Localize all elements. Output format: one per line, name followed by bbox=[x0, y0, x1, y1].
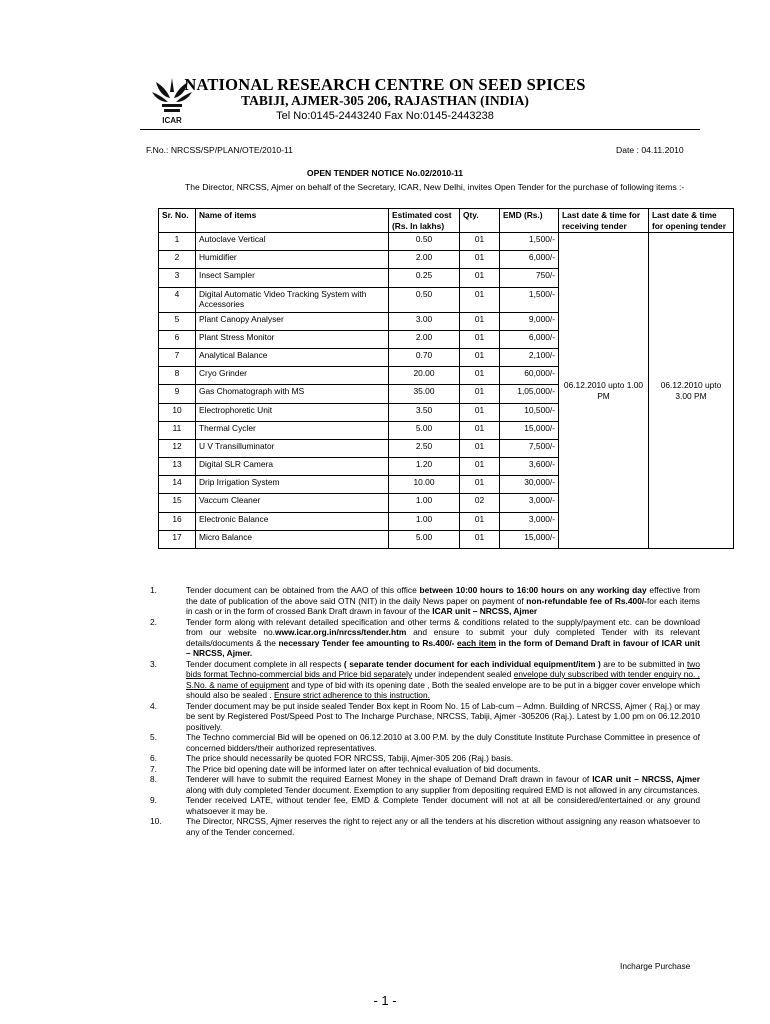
cell-cost: 20.00 bbox=[389, 367, 460, 385]
term-text bbox=[186, 816, 700, 837]
term-text bbox=[186, 617, 700, 659]
term-text bbox=[186, 659, 700, 701]
term-text bbox=[186, 701, 700, 733]
cell-name: Electrophoretic Unit bbox=[196, 403, 389, 421]
term-text-segment: Tender document may be put inside sealed Tender Box kept in Room No. 15 of Lab-cum – Admn. Building of NRCSS, Ajmer ( Raj.) or may be sent by Registered Post/Speed Post to The Incharge Purchase, NRCSS, Tabiji, Ajmer -305206 (Raj.). Latest by 1.00 pm on 06.12.2010 positively. bbox=[186, 700, 700, 732]
cell-name: Drip Irrigation System bbox=[196, 476, 389, 494]
term-number: 1. bbox=[150, 585, 157, 595]
notice-date: Date : 04.11.2010 bbox=[616, 145, 684, 155]
cell-cost: 0.50 bbox=[389, 287, 460, 312]
cell-name: Vaccum Cleaner bbox=[196, 494, 389, 512]
cell-emd: 10,500/- bbox=[500, 403, 559, 421]
cell-qty: 01 bbox=[460, 251, 500, 269]
notice-title: OPEN TENDER NOTICE No.02/2010-11 bbox=[306, 168, 464, 178]
term-text-segment: The price should necessarily be quoted FOR NRCSS, Tabiji, Ajmer-305 206 (Raj.) basis. bbox=[186, 753, 514, 763]
cell-emd: 1,500/- bbox=[500, 233, 559, 251]
header-emd: EMD (Rs.) bbox=[500, 209, 559, 233]
cell-name: Digital Automatic Video Tracking System with Accessories bbox=[196, 287, 389, 312]
table-row bbox=[159, 233, 734, 251]
org-address: TABIJI, AJMER-305 206, RAJASTHAN (INDIA) bbox=[241, 93, 529, 108]
cell-name: Plant Stress Monitor bbox=[196, 330, 389, 348]
cell-qty: 01 bbox=[460, 421, 500, 439]
signatory: Incharge Purchase bbox=[620, 961, 691, 971]
term-number: 8. bbox=[150, 774, 157, 784]
term-text-segment: non-refundable fee of Rs.400/- bbox=[526, 595, 647, 606]
svg-text:ICAR: ICAR bbox=[162, 116, 182, 125]
term-number: 10. bbox=[150, 816, 162, 826]
cell-emd: 15,000/- bbox=[500, 421, 559, 439]
org-name: NATIONAL RESEARCH CENTRE ON SEED SPICES bbox=[184, 75, 586, 94]
cell-qty: 01 bbox=[460, 233, 500, 251]
term-item bbox=[150, 816, 700, 837]
cell-sr: 5 bbox=[159, 312, 196, 330]
term-text-segment: in the form of Demand Draft in favour of ICAR unit – NRCSS, Ajmer. bbox=[186, 637, 701, 658]
cell-emd: 1,05,000/- bbox=[500, 385, 559, 403]
term-item bbox=[150, 764, 700, 775]
cell-emd: 3,000/- bbox=[500, 494, 559, 512]
term-number: 9. bbox=[150, 795, 157, 805]
cell-emd: 30,000/- bbox=[500, 476, 559, 494]
header-sr: Sr. No. bbox=[159, 209, 196, 233]
term-number: 7. bbox=[150, 763, 157, 774]
cell-qty: 01 bbox=[460, 348, 500, 366]
cell-emd: 2,100/- bbox=[500, 348, 559, 366]
cell-name: U V Transilluminator bbox=[196, 439, 389, 457]
items-table bbox=[158, 208, 734, 549]
header-divider bbox=[140, 129, 700, 130]
cell-sr: 17 bbox=[159, 530, 196, 548]
cell-sr: 9 bbox=[159, 385, 196, 403]
cell-cost: 10.00 bbox=[389, 476, 460, 494]
intro-paragraph bbox=[140, 182, 700, 193]
term-item bbox=[150, 617, 700, 659]
cell-qty: 01 bbox=[460, 530, 500, 548]
term-text bbox=[186, 795, 700, 816]
cell-qty: 02 bbox=[460, 494, 500, 512]
cell-sr: 14 bbox=[159, 476, 196, 494]
term-item bbox=[150, 795, 700, 816]
term-text bbox=[186, 753, 700, 764]
term-item bbox=[150, 659, 700, 701]
term-text bbox=[186, 774, 700, 795]
cell-qty: 01 bbox=[460, 312, 500, 330]
cell-sr: 15 bbox=[159, 494, 196, 512]
terms-list bbox=[150, 585, 700, 837]
term-text-segment: Ensure strict adherence to this instruction. bbox=[274, 690, 430, 700]
term-text-segment: for each items in cash or in the form of crossed Bank Draft drawn in favour of the bbox=[186, 595, 700, 616]
cell-cost: 1.00 bbox=[389, 512, 460, 530]
cell-emd: 3,600/- bbox=[500, 458, 559, 476]
term-text-segment: between 10:00 hours to 16:00 hours on any working day bbox=[419, 585, 647, 595]
cell-sr: 2 bbox=[159, 251, 196, 269]
page-number: - 1 - bbox=[373, 993, 397, 1008]
term-item bbox=[150, 753, 700, 764]
term-text-segment: Tender document complete in all respects bbox=[186, 658, 344, 669]
cell-emd: 3,000/- bbox=[500, 512, 559, 530]
term-text bbox=[186, 732, 700, 753]
cell-qty: 01 bbox=[460, 458, 500, 476]
term-text-segment: ICAR unit – NRCSS, Ajmer bbox=[432, 606, 538, 616]
term-text-segment: www.icar.org.in/nrcss/tender.htm bbox=[274, 627, 407, 637]
cell-cost: 0.70 bbox=[389, 348, 460, 366]
cell-sr: 6 bbox=[159, 330, 196, 348]
cell-qty: 01 bbox=[460, 476, 500, 494]
cell-cost: 2.00 bbox=[389, 330, 460, 348]
cell-qty: 01 bbox=[460, 269, 500, 287]
cell-sr: 3 bbox=[159, 269, 196, 287]
cell-emd: 60,000/- bbox=[500, 367, 559, 385]
cell-name: Analytical Balance bbox=[196, 348, 389, 366]
term-text-segment: The Director, NRCSS, Ajmer reserves the right to reject any or all the tenders at his discretion without assigning any reason whatsoever to any of the Tender concerned. bbox=[186, 816, 700, 837]
cell-qty: 01 bbox=[460, 367, 500, 385]
cell-last-receiving: 06.12.2010 upto 1.00 PM bbox=[559, 233, 649, 549]
cell-emd: 1,500/- bbox=[500, 287, 559, 312]
term-text-segment: ICAR unit – NRCSS, Ajmer bbox=[592, 774, 700, 784]
items-table-body bbox=[159, 233, 734, 549]
cell-cost: 1.20 bbox=[389, 458, 460, 476]
term-text-segment: envelope duly subscribed with tender enquiry no. , S.No. & name of equipment bbox=[186, 669, 701, 690]
cell-name: Gas Chomatograph with MS bbox=[196, 385, 389, 403]
header-last-receiving: Last date & time for receiving tender bbox=[559, 209, 649, 233]
term-number: 6. bbox=[150, 753, 157, 763]
header-name: Name of items bbox=[196, 209, 389, 233]
term-text-segment: and type of bid with its opening date , Both the sealed envelope are to be put in a bigger cover envelope which should also be sealed . bbox=[186, 679, 701, 700]
cell-cost: 3.50 bbox=[389, 403, 460, 421]
cell-qty: 01 bbox=[460, 439, 500, 457]
cell-emd: 9,000/- bbox=[500, 312, 559, 330]
cell-name: Micro Balance bbox=[196, 530, 389, 548]
term-item bbox=[150, 585, 700, 617]
term-number: 2. bbox=[150, 616, 157, 627]
cell-name: Plant Canopy Analyser bbox=[196, 312, 389, 330]
term-text-segment: Tenderer will have to submit the required Earnest Money in the shape of Demand Draft drawn in favour of bbox=[186, 774, 593, 784]
term-text-segment: necessary Tender fee amounting to Rs.400/- bbox=[278, 637, 458, 648]
cell-emd: 6,000/- bbox=[500, 330, 559, 348]
cell-qty: 01 bbox=[460, 512, 500, 530]
cell-name: Insect Sampler bbox=[196, 269, 389, 287]
term-number: 5. bbox=[150, 732, 157, 742]
cell-cost: 5.00 bbox=[389, 530, 460, 548]
cell-qty: 01 bbox=[460, 330, 500, 348]
cell-name: Humidifier bbox=[196, 251, 389, 269]
term-text-segment: Tender form along with relevant detailed specification and other terms & conditions related to the supply/payment etc. can be download from our website no. bbox=[186, 616, 700, 637]
cell-name: Cryo Grinder bbox=[196, 367, 389, 385]
term-item bbox=[150, 774, 700, 795]
table-header-row bbox=[159, 209, 734, 233]
cell-name: Thermal Cycler bbox=[196, 421, 389, 439]
cell-emd: 15,000/- bbox=[500, 530, 559, 548]
term-text-segment: and ensure to submit your duly completed Tender with its relevant details/documents & the bbox=[186, 627, 700, 648]
cell-name: Digital SLR Camera bbox=[196, 458, 389, 476]
term-item bbox=[150, 701, 700, 733]
cell-cost: 0.50 bbox=[389, 233, 460, 251]
cell-sr: 16 bbox=[159, 512, 196, 530]
term-item bbox=[150, 732, 700, 753]
term-number: 4. bbox=[150, 700, 157, 711]
cell-sr: 13 bbox=[159, 458, 196, 476]
term-text-segment: effective from the date of publication of the above said OTN (NIT) in the daily News paper on payment of bbox=[186, 585, 700, 606]
term-text-segment: The Price bid opening date will be informed later on after technical evaluation of bid documents. bbox=[186, 763, 541, 774]
cell-cost: 2.00 bbox=[389, 251, 460, 269]
cell-sr: 4 bbox=[159, 287, 196, 312]
cell-cost: 3.00 bbox=[389, 312, 460, 330]
cell-cost: 5.00 bbox=[389, 421, 460, 439]
cell-sr: 11 bbox=[159, 421, 196, 439]
cell-cost: 2.50 bbox=[389, 439, 460, 457]
term-text-segment: The Techno commercial Bid will be opened on 06.12.2010 at 3.00 P.M. by the duly Constitute Institute Purchase Committee in presence of concerned bidders/their authorized representatives. bbox=[186, 732, 700, 753]
intro-text: The Director, NRCSS, Ajmer on behalf of the Secretary, ICAR, New Delhi, invites Open Tender for the purchase of following items :- bbox=[185, 182, 685, 192]
file-number: F.No.: NRCSS/SP/PLAN/OTE/2010-11 bbox=[146, 145, 293, 155]
cell-sr: 8 bbox=[159, 367, 196, 385]
cell-name: Electronic Balance bbox=[196, 512, 389, 530]
cell-emd: 6,000/- bbox=[500, 251, 559, 269]
cell-qty: 01 bbox=[460, 403, 500, 421]
cell-sr: 7 bbox=[159, 348, 196, 366]
term-number: 3. bbox=[150, 658, 157, 669]
cell-sr: 12 bbox=[159, 439, 196, 457]
cell-emd: 750/- bbox=[500, 269, 559, 287]
header-qty: Qty. bbox=[460, 209, 500, 233]
cell-qty: 01 bbox=[460, 385, 500, 403]
cell-cost: 0.25 bbox=[389, 269, 460, 287]
cell-last-opening: 06.12.2010 upto 3.00 PM bbox=[649, 233, 734, 549]
term-text-segment: two bids format Techno-commercial bids and Price bid separately bbox=[186, 658, 701, 679]
term-text-segment: Tender received LATE, without tender fee, EMD & Complete Tender document will not at all be considered/entertained or any ground whatsoever it may be. bbox=[186, 795, 700, 816]
term-text-segment: Tender document can be obtained from the AAO of this office bbox=[186, 585, 420, 595]
header-last-opening: Last date & time for opening tender bbox=[649, 209, 734, 233]
term-text bbox=[186, 764, 700, 775]
cell-sr: 1 bbox=[159, 233, 196, 251]
cell-sr: 10 bbox=[159, 403, 196, 421]
term-text bbox=[186, 585, 700, 617]
term-text-segment: ( separate tender document for each individual equipment/item ) bbox=[343, 658, 601, 669]
cell-qty: 01 bbox=[460, 287, 500, 312]
term-text-segment: are to be submitted in bbox=[600, 658, 687, 669]
cell-name: Autoclave Vertical bbox=[196, 233, 389, 251]
cell-emd: 7,500/- bbox=[500, 439, 559, 457]
cell-cost: 1.00 bbox=[389, 494, 460, 512]
term-text-segment: each item bbox=[457, 637, 496, 648]
term-text-segment: under independent sealed bbox=[412, 669, 514, 679]
cell-cost: 35.00 bbox=[389, 385, 460, 403]
header-cost: Estimated cost (Rs. In lakhs) bbox=[389, 209, 460, 233]
term-text-segment: along with duly completed Tender document. Exemption to any supplier from depositing required EMD is not allowed in any circumstances. bbox=[186, 784, 700, 795]
org-contact: Tel No:0145-2443240 Fax No:0145-2443238 bbox=[276, 110, 494, 122]
